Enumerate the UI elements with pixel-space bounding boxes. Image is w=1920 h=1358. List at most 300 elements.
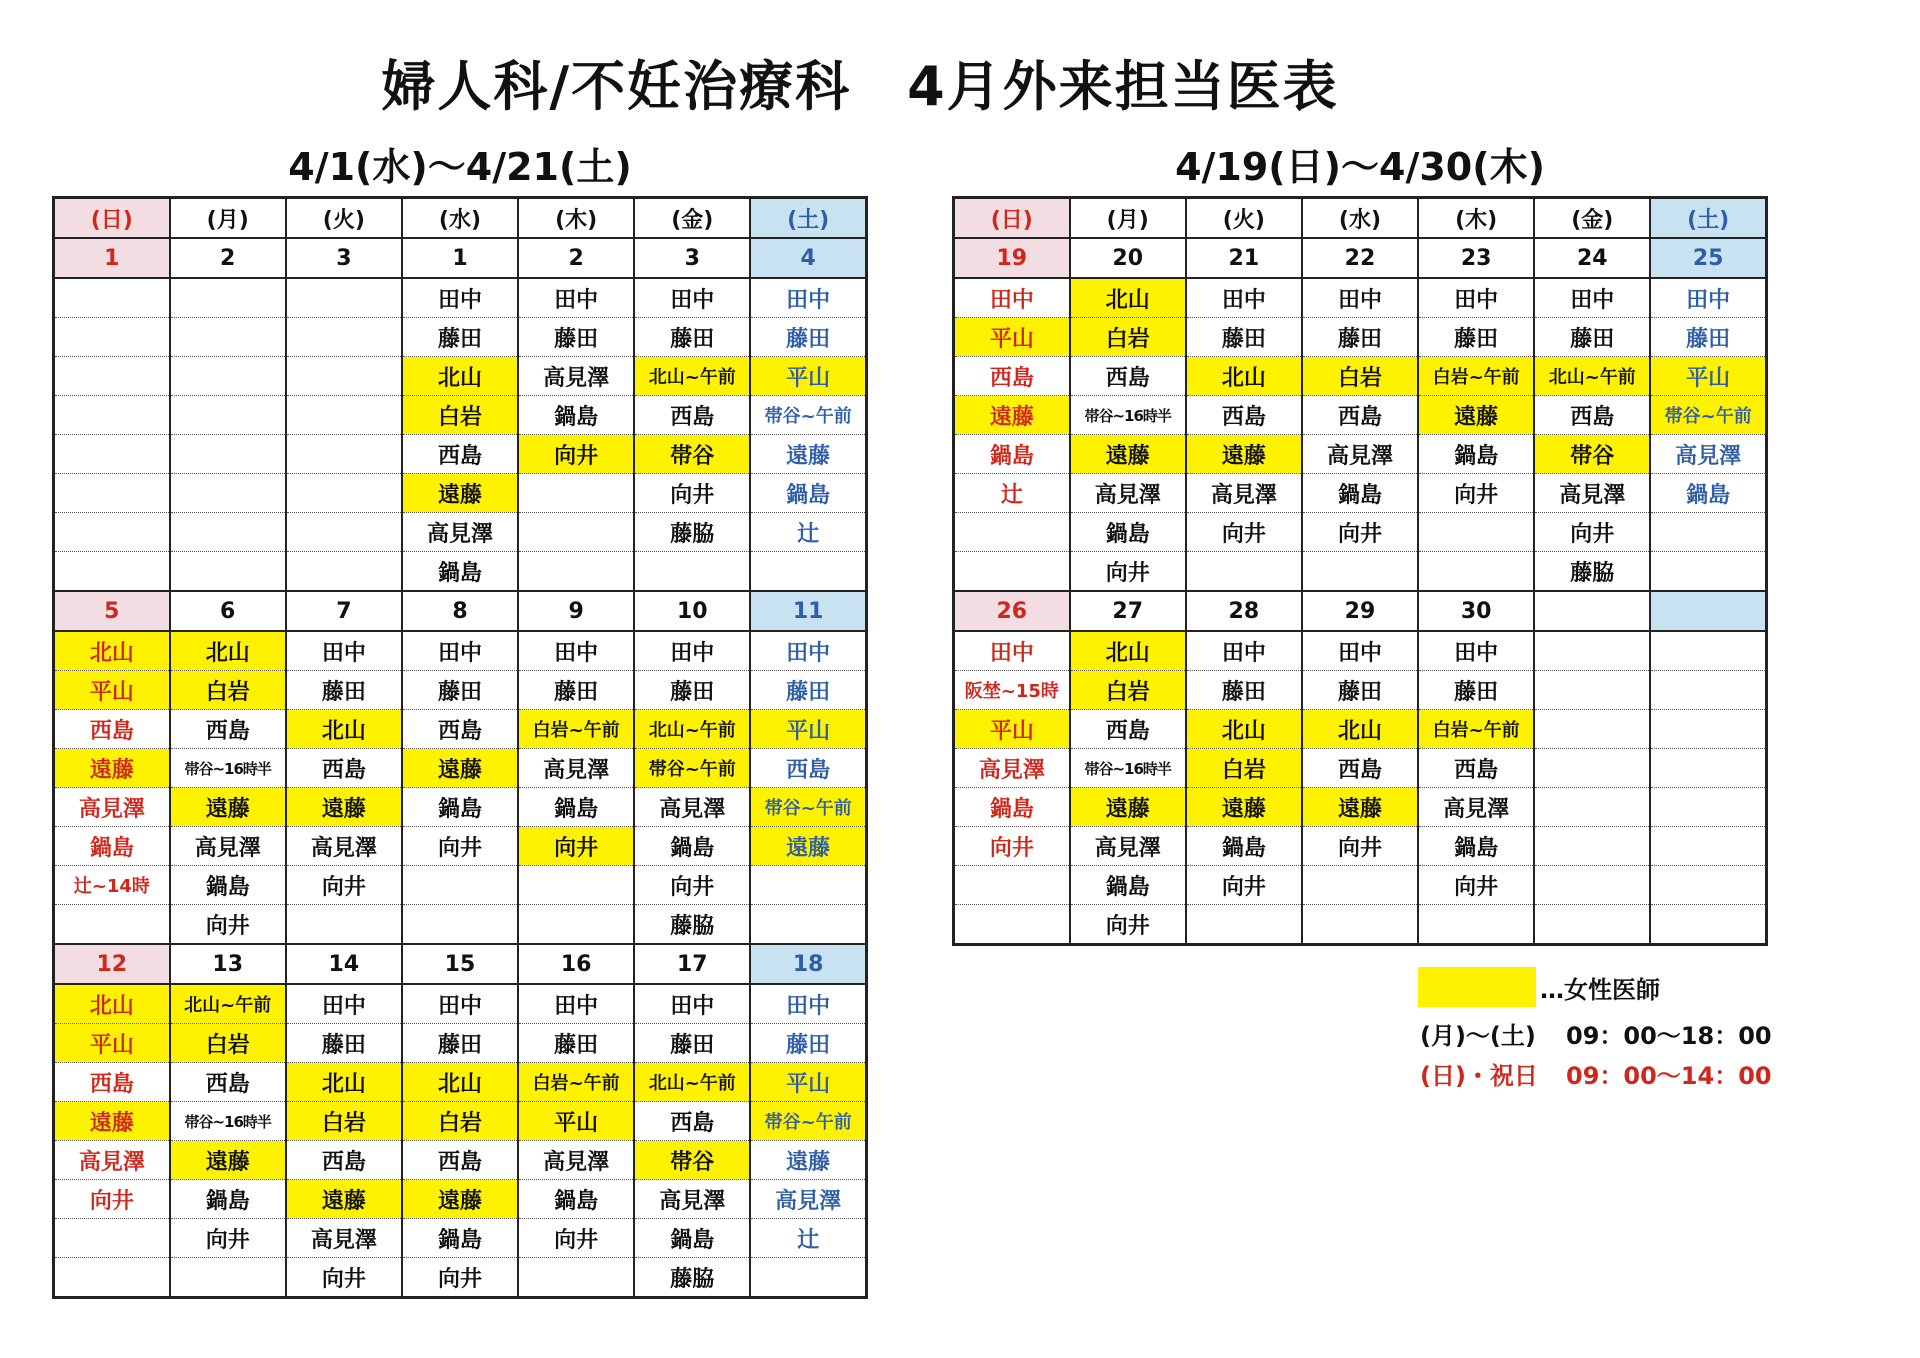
weekday-label: (月)～(土) [1420, 1022, 1536, 1050]
doctor-cell: 北山~午前 [634, 1063, 750, 1102]
doctor-cell: 向井 [1070, 905, 1186, 945]
doctor-cell: 遠藤 [1070, 435, 1186, 474]
doctor-cell: 高見澤 [634, 1180, 750, 1219]
doctor-cell: 田中 [518, 984, 634, 1024]
doctor-cell: 藤田 [1302, 671, 1418, 710]
doctor-cell: 西島 [750, 749, 866, 788]
doctor-cell: 帯谷~午前 [750, 1102, 866, 1141]
doctor-cell [1534, 905, 1650, 945]
doctor-cell: 西島 [402, 435, 518, 474]
doctor-cell: 白岩 [402, 1102, 518, 1141]
doctor-cell: 帯谷~午前 [634, 749, 750, 788]
doctor-cell: 平山 [1650, 357, 1766, 396]
doctor-cell: 白岩~午前 [1418, 710, 1534, 749]
doctor-cell: 西島 [286, 749, 402, 788]
doctor-cell [402, 905, 518, 945]
day-header: (金) [1534, 198, 1650, 239]
doctor-cell [54, 357, 170, 396]
doctor-cell: 帯谷~16時半 [1070, 749, 1186, 788]
doctor-cell: 田中 [286, 984, 402, 1024]
doctor-cell: 高見澤 [518, 749, 634, 788]
date-cell: 2 [170, 238, 286, 278]
day-header: (土) [1650, 198, 1766, 239]
doctor-cell: 遠藤 [286, 1180, 402, 1219]
doctor-cell: 向井 [518, 435, 634, 474]
date-cell: 7 [286, 591, 402, 631]
doctor-cell [170, 357, 286, 396]
doctor-cell: 遠藤 [286, 788, 402, 827]
doctor-cell: 白岩~午前 [518, 710, 634, 749]
day-header: (日) [954, 198, 1070, 239]
date-cell: 16 [518, 944, 634, 984]
date-cell: 28 [1186, 591, 1302, 631]
doctor-cell: 高見澤 [518, 1141, 634, 1180]
doctor-cell: 西島 [1186, 396, 1302, 435]
doctor-cell: 遠藤 [402, 1180, 518, 1219]
doctor-cell [286, 905, 402, 945]
date-cell: 4 [750, 238, 866, 278]
doctor-cell [54, 905, 170, 945]
doctor-cell: 藤田 [518, 318, 634, 357]
doctor-cell: 藤田 [518, 1024, 634, 1063]
doctor-cell: 田中 [286, 631, 402, 671]
doctor-cell: 鍋島 [170, 866, 286, 905]
doctor-cell: 向井 [518, 1219, 634, 1258]
doctor-cell: 平山 [954, 318, 1070, 357]
doctor-cell: 田中 [1302, 631, 1418, 671]
day-header: (土) [750, 198, 866, 239]
doctor-cell: 帯谷~16時半 [1070, 396, 1186, 435]
doctor-cell: 高見澤 [54, 1141, 170, 1180]
doctor-cell: 平山 [954, 710, 1070, 749]
doctor-cell [286, 552, 402, 592]
doctor-cell [170, 474, 286, 513]
holiday-label: (日)・祝日 [1420, 1062, 1538, 1090]
doctor-cell [1650, 671, 1766, 710]
doctor-cell: 北山 [1070, 631, 1186, 671]
doctor-cell: 平山 [54, 671, 170, 710]
doctor-cell: 阪埜~15時 [954, 671, 1070, 710]
doctor-cell: 白岩 [286, 1102, 402, 1141]
doctor-cell [1650, 905, 1766, 945]
doctor-cell: 遠藤 [170, 788, 286, 827]
doctor-cell: 鍋島 [402, 788, 518, 827]
date-cell: 27 [1070, 591, 1186, 631]
doctor-cell: 田中 [1302, 278, 1418, 318]
doctor-cell [634, 552, 750, 592]
doctor-cell: 藤田 [1418, 318, 1534, 357]
doctor-cell: 高見澤 [1302, 435, 1418, 474]
doctor-cell [1534, 631, 1650, 671]
doctor-cell: 藤田 [634, 1024, 750, 1063]
doctor-cell: 向井 [54, 1180, 170, 1219]
doctor-cell: 藤田 [402, 318, 518, 357]
doctor-cell [1534, 866, 1650, 905]
doctor-cell [170, 552, 286, 592]
date-cell: 6 [170, 591, 286, 631]
doctor-cell: 高見澤 [750, 1180, 866, 1219]
doctor-cell: 藤田 [286, 671, 402, 710]
date-cell: 3 [286, 238, 402, 278]
doctor-cell [1650, 749, 1766, 788]
date-cell: 29 [1302, 591, 1418, 631]
doctor-cell: 北山 [1070, 278, 1186, 318]
female-doctor-legend: …女性医師 [1540, 976, 1660, 1004]
doctor-cell: 西島 [1070, 357, 1186, 396]
doctor-cell: 辻~14時 [54, 866, 170, 905]
doctor-cell: 北山 [1302, 710, 1418, 749]
doctor-cell: 平山 [750, 1063, 866, 1102]
doctor-cell: 遠藤 [750, 1141, 866, 1180]
doctor-cell: 遠藤 [1186, 435, 1302, 474]
doctor-cell [1650, 788, 1766, 827]
doctor-cell: 田中 [1418, 278, 1534, 318]
date-cell: 24 [1534, 238, 1650, 278]
doctor-cell: 西島 [1534, 396, 1650, 435]
doctor-cell: 向井 [402, 1258, 518, 1298]
day-header: (木) [518, 198, 634, 239]
doctor-cell [170, 513, 286, 552]
doctor-cell: 高見澤 [1650, 435, 1766, 474]
doctor-cell: 北山 [1186, 357, 1302, 396]
doctor-cell: 高見澤 [1070, 827, 1186, 866]
doctor-cell: 田中 [634, 984, 750, 1024]
doctor-cell: 向井 [634, 474, 750, 513]
doctor-cell: 北山~午前 [1534, 357, 1650, 396]
date-cell: 13 [170, 944, 286, 984]
doctor-cell [1650, 710, 1766, 749]
doctor-cell [54, 1219, 170, 1258]
day-header: (木) [1418, 198, 1534, 239]
doctor-cell: 帯谷 [1534, 435, 1650, 474]
date-cell: 10 [634, 591, 750, 631]
doctor-cell [1534, 710, 1650, 749]
day-header: (水) [1302, 198, 1418, 239]
doctor-cell: 藤田 [750, 671, 866, 710]
doctor-cell: 藤田 [634, 318, 750, 357]
doctor-cell: 鍋島 [1302, 474, 1418, 513]
doctor-cell: 辻 [750, 1219, 866, 1258]
doctor-cell: 藤田 [1302, 318, 1418, 357]
doctor-cell: 藤田 [750, 1024, 866, 1063]
doctor-cell: 白岩~午前 [1418, 357, 1534, 396]
doctor-cell: 遠藤 [54, 749, 170, 788]
doctor-cell: 西島 [402, 1141, 518, 1180]
doctor-cell: 西島 [1070, 710, 1186, 749]
doctor-cell: 藤田 [1186, 318, 1302, 357]
doctor-cell: 西島 [634, 1102, 750, 1141]
date-cell [1650, 591, 1766, 631]
date-cell: 18 [750, 944, 866, 984]
doctor-cell [286, 357, 402, 396]
doctor-cell: 鍋島 [954, 435, 1070, 474]
doctor-cell: 田中 [750, 984, 866, 1024]
date-cell: 5 [54, 591, 170, 631]
doctor-cell [286, 513, 402, 552]
doctor-cell: 遠藤 [54, 1102, 170, 1141]
doctor-cell: 遠藤 [954, 396, 1070, 435]
doctor-cell [170, 396, 286, 435]
doctor-cell: 高見澤 [954, 749, 1070, 788]
doctor-cell [286, 278, 402, 318]
doctor-cell: 平山 [518, 1102, 634, 1141]
doctor-cell: 向井 [954, 827, 1070, 866]
date-cell: 12 [54, 944, 170, 984]
doctor-cell [750, 1258, 866, 1298]
doctor-cell: 田中 [634, 631, 750, 671]
day-header: (日) [54, 198, 170, 239]
schedule-table-right [952, 196, 1768, 946]
left-period-title: 4/1(水)～4/21(土) [288, 145, 632, 189]
doctor-cell [170, 1258, 286, 1298]
doctor-cell: 藤田 [286, 1024, 402, 1063]
doctor-cell [170, 278, 286, 318]
doctor-cell: 遠藤 [1186, 788, 1302, 827]
doctor-cell: 北山 [286, 1063, 402, 1102]
doctor-cell [1650, 552, 1766, 592]
doctor-cell [170, 318, 286, 357]
day-header: (金) [634, 198, 750, 239]
doctor-cell: 向井 [1302, 827, 1418, 866]
doctor-cell [750, 905, 866, 945]
date-cell: 17 [634, 944, 750, 984]
doctor-cell: 遠藤 [170, 1141, 286, 1180]
doctor-cell [1650, 866, 1766, 905]
doctor-cell: 高見澤 [518, 357, 634, 396]
doctor-cell: 鍋島 [634, 827, 750, 866]
doctor-cell: 鍋島 [1070, 866, 1186, 905]
doctor-cell: 西島 [1302, 396, 1418, 435]
doctor-cell [518, 1258, 634, 1298]
doctor-cell: 向井 [1070, 552, 1186, 592]
doctor-cell: 白岩 [170, 671, 286, 710]
doctor-cell [750, 552, 866, 592]
date-cell: 2 [518, 238, 634, 278]
doctor-cell: 向井 [1186, 866, 1302, 905]
doctor-cell: 田中 [1186, 278, 1302, 318]
doctor-cell [1418, 552, 1534, 592]
doctor-cell: 北山 [402, 1063, 518, 1102]
doctor-cell: 遠藤 [750, 435, 866, 474]
doctor-cell: 鍋島 [750, 474, 866, 513]
date-cell: 9 [518, 591, 634, 631]
doctor-cell: 鍋島 [170, 1180, 286, 1219]
doctor-cell: 西島 [170, 710, 286, 749]
doctor-cell: 高見澤 [286, 1219, 402, 1258]
date-cell: 3 [634, 238, 750, 278]
doctor-cell: 向井 [1302, 513, 1418, 552]
doctor-cell: 藤田 [402, 671, 518, 710]
doctor-cell: 平山 [54, 1024, 170, 1063]
doctor-cell: 北山 [402, 357, 518, 396]
doctor-cell: 高見澤 [1418, 788, 1534, 827]
doctor-cell [1186, 905, 1302, 945]
doctor-cell [54, 435, 170, 474]
day-header: (月) [1070, 198, 1186, 239]
doctor-cell: 遠藤 [1070, 788, 1186, 827]
doctor-cell: 田中 [954, 631, 1070, 671]
weekday-hours: 09：00～18：00 [1566, 1022, 1772, 1050]
doctor-cell [1650, 631, 1766, 671]
doctor-cell: 西島 [286, 1141, 402, 1180]
date-cell: 22 [1302, 238, 1418, 278]
doctor-cell: 藤脇 [1534, 552, 1650, 592]
doctor-cell: 田中 [402, 984, 518, 1024]
doctor-cell: 鍋島 [634, 1219, 750, 1258]
doctor-cell [954, 552, 1070, 592]
doctor-cell: 藤田 [518, 671, 634, 710]
doctor-cell: 藤脇 [634, 905, 750, 945]
doctor-cell [286, 435, 402, 474]
doctor-cell: 鍋島 [1418, 435, 1534, 474]
doctor-cell: 高見澤 [286, 827, 402, 866]
doctor-cell: 田中 [954, 278, 1070, 318]
doctor-cell: 鍋島 [1186, 827, 1302, 866]
doctor-cell [54, 552, 170, 592]
doctor-cell [750, 866, 866, 905]
doctor-cell [54, 396, 170, 435]
doctor-cell: 北山~午前 [634, 357, 750, 396]
date-cell: 30 [1418, 591, 1534, 631]
doctor-cell [1650, 513, 1766, 552]
holiday-hours: 09：00～14：00 [1566, 1062, 1772, 1090]
doctor-cell: 西島 [170, 1063, 286, 1102]
doctor-cell [1534, 788, 1650, 827]
doctor-cell: 田中 [518, 278, 634, 318]
doctor-cell: 北山 [54, 984, 170, 1024]
doctor-cell: 田中 [1534, 278, 1650, 318]
doctor-cell [518, 513, 634, 552]
doctor-cell: 北山 [54, 631, 170, 671]
doctor-cell: 帯谷~16時半 [170, 1102, 286, 1141]
doctor-cell: 田中 [634, 278, 750, 318]
schedule-table-left [52, 196, 868, 1299]
date-cell: 23 [1418, 238, 1534, 278]
doctor-cell: 帯谷~16時半 [170, 749, 286, 788]
doctor-cell: 田中 [750, 278, 866, 318]
doctor-cell: 藤田 [402, 1024, 518, 1063]
day-header: (火) [286, 198, 402, 239]
doctor-cell: 高見澤 [170, 827, 286, 866]
doctor-cell: 鍋島 [518, 396, 634, 435]
date-cell: 25 [1650, 238, 1766, 278]
doctor-cell: 鍋島 [402, 552, 518, 592]
doctor-cell: 高見澤 [402, 513, 518, 552]
day-header: (火) [1186, 198, 1302, 239]
doctor-cell: 高見澤 [1186, 474, 1302, 513]
doctor-cell [954, 905, 1070, 945]
doctor-cell: 遠藤 [402, 474, 518, 513]
doctor-cell: 辻 [954, 474, 1070, 513]
doctor-cell: 藤脇 [634, 1258, 750, 1298]
doctor-cell: 遠藤 [1302, 788, 1418, 827]
doctor-cell: 向井 [1186, 513, 1302, 552]
date-cell: 1 [402, 238, 518, 278]
doctor-cell: 田中 [1650, 278, 1766, 318]
doctor-cell: 向井 [1418, 474, 1534, 513]
doctor-cell [286, 396, 402, 435]
doctor-cell [170, 435, 286, 474]
doctor-cell: 遠藤 [750, 827, 866, 866]
doctor-cell [54, 278, 170, 318]
doctor-cell: 白岩 [1070, 671, 1186, 710]
page-title: 婦人科/不妊治療科 4月外来担当医表 [381, 55, 1339, 118]
doctor-cell: 向井 [634, 866, 750, 905]
doctor-cell [402, 866, 518, 905]
doctor-cell: 白岩 [402, 396, 518, 435]
doctor-cell: 帯谷~午前 [1650, 396, 1766, 435]
doctor-cell [518, 474, 634, 513]
doctor-cell [1534, 671, 1650, 710]
doctor-cell: 白岩 [1302, 357, 1418, 396]
doctor-cell: 白岩 [1186, 749, 1302, 788]
doctor-cell: 帯谷~午前 [750, 788, 866, 827]
doctor-cell: 鍋島 [1650, 474, 1766, 513]
doctor-cell [54, 318, 170, 357]
doctor-cell: 遠藤 [1418, 396, 1534, 435]
doctor-cell: 北山 [170, 631, 286, 671]
doctor-cell: 鍋島 [1418, 827, 1534, 866]
doctor-cell [54, 1258, 170, 1298]
doctor-cell [954, 513, 1070, 552]
date-cell: 14 [286, 944, 402, 984]
doctor-cell: 藤田 [750, 318, 866, 357]
doctor-cell: 西島 [1418, 749, 1534, 788]
date-cell: 20 [1070, 238, 1186, 278]
female-doctor-swatch [1418, 967, 1536, 1007]
date-cell: 26 [954, 591, 1070, 631]
doctor-cell: 鍋島 [54, 827, 170, 866]
doctor-cell: 向井 [286, 866, 402, 905]
doctor-cell: 遠藤 [402, 749, 518, 788]
doctor-cell: 藤田 [1418, 671, 1534, 710]
doctor-cell [54, 513, 170, 552]
doctor-cell [1650, 827, 1766, 866]
doctor-cell: 高見澤 [634, 788, 750, 827]
doctor-cell: 向井 [1418, 866, 1534, 905]
doctor-cell: 鍋島 [518, 1180, 634, 1219]
doctor-cell: 西島 [402, 710, 518, 749]
date-cell: 1 [54, 238, 170, 278]
doctor-cell: 高見澤 [1070, 474, 1186, 513]
doctor-cell: 平山 [750, 357, 866, 396]
doctor-cell: 帯谷 [634, 1141, 750, 1180]
doctor-cell [1418, 513, 1534, 552]
date-cell: 15 [402, 944, 518, 984]
doctor-cell: 向井 [170, 1219, 286, 1258]
doctor-cell: 白岩 [1070, 318, 1186, 357]
doctor-cell [286, 474, 402, 513]
doctor-cell: 西島 [1302, 749, 1418, 788]
doctor-cell: 西島 [54, 710, 170, 749]
doctor-cell: 平山 [750, 710, 866, 749]
doctor-cell: 鍋島 [1070, 513, 1186, 552]
doctor-cell [286, 318, 402, 357]
doctor-cell: 辻 [750, 513, 866, 552]
doctor-cell: 高見澤 [1534, 474, 1650, 513]
doctor-cell: 向井 [518, 827, 634, 866]
doctor-cell: 北山~午前 [170, 984, 286, 1024]
doctor-cell: 田中 [1186, 631, 1302, 671]
doctor-cell: 北山~午前 [634, 710, 750, 749]
doctor-cell [1534, 827, 1650, 866]
doctor-cell [1418, 905, 1534, 945]
date-cell: 8 [402, 591, 518, 631]
doctor-cell: 北山 [286, 710, 402, 749]
doctor-cell: 藤田 [1650, 318, 1766, 357]
doctor-cell: 藤脇 [634, 513, 750, 552]
doctor-cell: 鍋島 [402, 1219, 518, 1258]
